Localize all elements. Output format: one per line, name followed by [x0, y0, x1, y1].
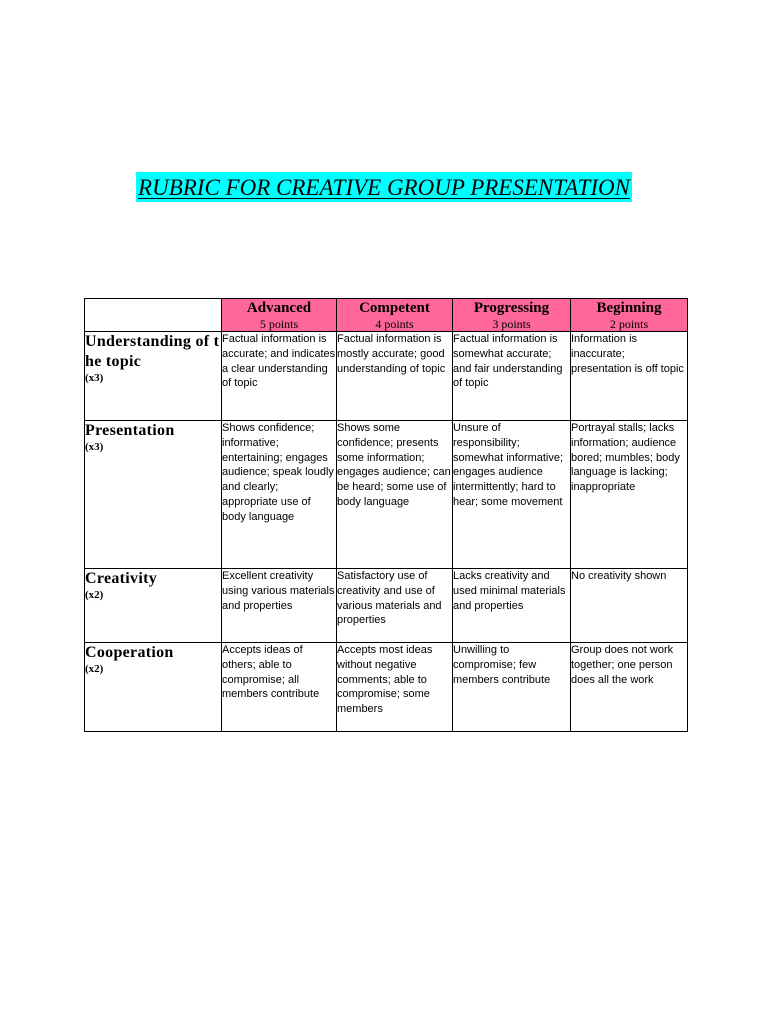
title-container: [0, 172, 768, 202]
level-name: Advanced: [246, 300, 312, 316]
descriptor-cell: Group does not work together; one person does all the work: [571, 643, 688, 732]
criterion-cell: [85, 421, 222, 569]
header-row: [85, 299, 688, 332]
criterion-multiplier: (x2): [85, 589, 104, 601]
descriptor-cell: Shows confidence; informative; entertaining; engages audience; speak loudly and clearly; appropriate use of body language: [222, 421, 337, 569]
level-header-competent: [337, 299, 453, 332]
table-row-presentation: [85, 421, 688, 569]
criterion-cell: [85, 332, 222, 421]
table-row-understanding: [85, 332, 688, 421]
header-corner-cell: [85, 299, 222, 332]
criterion-cell: [85, 569, 222, 643]
criterion-name: Cooperation: [85, 644, 174, 661]
descriptor-cell: Excellent creativity using various materials and properties: [222, 569, 337, 643]
descriptor-cell: Unsure of responsibility; somewhat informative; engages audience intermittently; hard to hear; some movement: [453, 421, 571, 569]
descriptor-cell: Unwilling to compromise; few members contribute: [453, 643, 571, 732]
descriptor-cell: Factual information is somewhat accurate; and fair understanding of topic: [453, 332, 571, 421]
level-name: Beginning: [596, 300, 662, 316]
table-row-creativity: [85, 569, 688, 643]
level-points: 2 points: [609, 317, 649, 331]
criterion-name: Presentation: [85, 422, 175, 439]
descriptor-cell: Factual information is accurate; and indicates a clear understanding of topic: [222, 332, 337, 421]
criterion-multiplier: (x3): [85, 372, 104, 384]
level-points: 4 points: [375, 317, 414, 331]
descriptor-cell: Information is inaccurate; presentation is off topic: [571, 332, 688, 421]
level-name: Progressing: [473, 300, 550, 316]
descriptor-cell: Factual information is mostly accurate; good understanding of topic: [337, 332, 453, 421]
level-points: 3 points: [492, 317, 531, 331]
level-header-progressing: [453, 299, 571, 332]
descriptor-cell: Accepts ideas of others; able to compromise; all members contribute: [222, 643, 337, 732]
criterion-multiplier: (x3): [85, 441, 104, 453]
page-title: RUBRIC FOR CREATIVE GROUP PRESENTATION: [136, 172, 632, 202]
descriptor-cell: Shows some confidence; presents some information; engages audience; can be heard; some use of body language: [337, 421, 453, 569]
criterion-multiplier: (x2): [85, 663, 104, 675]
level-name: Competent: [359, 300, 430, 316]
table-row-cooperation: [85, 643, 688, 732]
level-header-advanced: [222, 299, 337, 332]
criterion-cell: [85, 643, 222, 732]
descriptor-cell: Satisfactory use of creativity and use of various materials and properties: [337, 569, 453, 643]
level-points: 5 points: [259, 317, 299, 331]
criterion-name: Creativity: [85, 570, 158, 587]
descriptor-cell: Portrayal stalls; lacks information; audience bored; mumbles; body language is lacking; inappropriate: [571, 421, 688, 569]
rubric-table: [84, 298, 688, 732]
criterion-name: Understanding of the topic: [85, 333, 220, 370]
descriptor-cell: Lacks creativity and used minimal materials and properties: [453, 569, 571, 643]
level-header-beginning: [571, 299, 688, 332]
descriptor-cell: No creativity shown: [571, 569, 688, 643]
descriptor-cell: Accepts most ideas without negative comments; able to compromise; some members: [337, 643, 453, 732]
